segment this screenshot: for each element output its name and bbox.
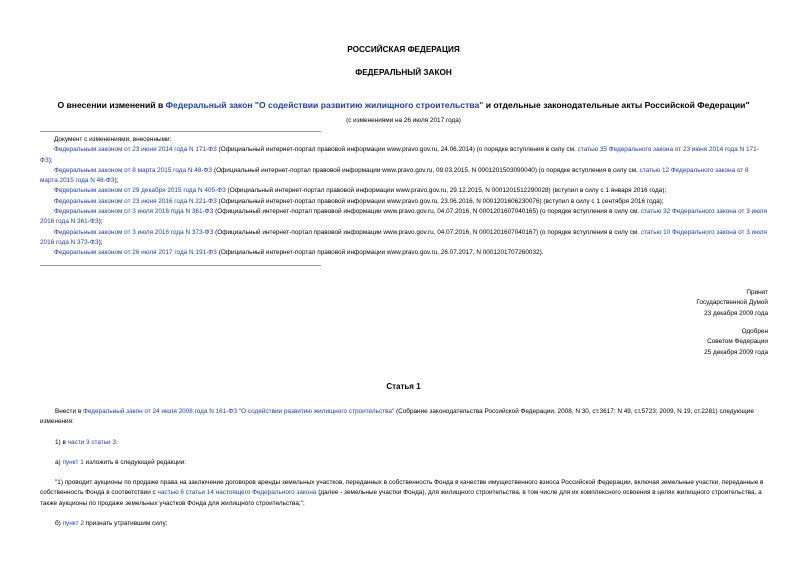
change-item [40, 207, 768, 228]
change-article-link[interactable]: статью 32 Федерального закона от 3 июля 2016 года N 361-ФЗ [40, 208, 767, 226]
top-divider [40, 131, 321, 132]
article-heading: Статья 1 [386, 382, 421, 391]
adopted-block [696, 288, 768, 319]
change-article-link[interactable]: статью 10 Федерального закона от 3 июля 2016 года N 373-ФЗ [40, 228, 767, 246]
approved-line-3: 25 декабря 2009 года [704, 348, 768, 356]
title-prefix: О внесении изменений в [57, 100, 166, 110]
p5-link[interactable]: пункт 2 [62, 520, 84, 528]
change-law-link[interactable]: Федеральным законом от 8 марта 2015 года N 48-ФЗ [54, 166, 213, 174]
change-tail: ); [98, 218, 103, 226]
change-item [40, 197, 768, 207]
change-item [40, 145, 768, 166]
article-body [40, 407, 768, 529]
p1-law-link[interactable]: Федеральный закон от 24 июля 2008 года N 161-ФЗ "О содействии развитию жилищного строительства" [82, 408, 395, 415]
change-text: (Официальный интернет-портал правовой информации www.pravo.gov.ru, 04.07.2016, N 0001201607040167) (о порядке вступления в силу см. [213, 228, 641, 236]
change-text: (Официальный интернет-портал правовой информации www.pravo.gov.ru, 04.07.2016, N 0001201607040165) (о порядке вступления в силу см. [213, 208, 641, 216]
change-item [40, 228, 768, 249]
body-paragraph-1 [40, 407, 768, 428]
p3-text-post: изложить в следующей редакции: [83, 458, 187, 466]
p4-text-post: (далее - земельные участки Фонда), для жилищного строительства, в том числе для их комплексного освоения в целях жилищного строительства, а также аукционы по продаже земельных участков Фонда для жилищного строительства;"; [40, 489, 762, 507]
body-paragraph-5 [40, 519, 768, 529]
title-law-link[interactable]: Федеральный закон "О содействии развитию жилищного строительства" [165, 100, 484, 110]
change-text: (Официальный интернет-портал правовой информации www.pravo.gov.ru, 24.06.2014) (о порядке вступления в силу см. [216, 146, 578, 154]
p2-text-post: : [115, 438, 118, 446]
p5-text-pre: б) [55, 520, 63, 528]
p4-link[interactable]: частью 6 статьи 14 настоящего Федерального закона [157, 489, 317, 497]
change-text: (Официальный интернет-портал правовой информации www.pravo.gov.ru, 09.03.2015, N 0001201503090040) (о порядке вступления в силу см. [212, 166, 640, 174]
p3-link[interactable]: пункт 1 [62, 458, 84, 466]
change-law-link[interactable]: Федеральным законом от 23 июня 2014 года N 171-ФЗ [54, 146, 217, 154]
changes-header: Документ с изменениями, внесенными: [54, 136, 172, 143]
change-item [40, 186, 768, 196]
change-law-link[interactable]: Федеральным законом от 26 июля 2017 года N 191-ФЗ [54, 249, 217, 257]
change-tail: ); [98, 238, 103, 246]
adopted-line-3: 23 декабря 2009 года [704, 309, 768, 317]
p2-link[interactable]: части 3 статьи 3 [67, 438, 116, 446]
change-article-link[interactable]: статью 35 Федерального закона от 23 июня 2014 года N 171-ФЗ [40, 146, 759, 164]
adopted-line-2: Государственной Думой [696, 299, 768, 307]
change-article-link[interactable]: статью 12 Федерального закона от 8 марта 2015 года N 48-ФЗ [40, 166, 749, 185]
change-text: (Официальный интернет-портал правовой информации www.pravo.gov.ru, 26.07.2017, N 0001201707260032). [216, 249, 544, 257]
change-text: (Официальный интернет-портал правовой информации www.pravo.gov.ru, 29.12.2015, N 0001201512290028) (вступил в силу с 1 января 2016 года); [225, 187, 667, 195]
change-law-link[interactable]: Федеральным законом от 23 июня 2016 года N 221-ФЗ [54, 197, 217, 205]
change-item [40, 248, 768, 258]
body-paragraph-3 [40, 458, 768, 468]
title-suffix: и отдельные законодательные акты Российской Федерации" [483, 100, 750, 110]
change-tail: ); [48, 156, 53, 164]
p1-text-post: (Собрание законодательства Российской Федерации, 2008, N 30, ст.3617; N 49, ст.5723; 2009, N 19, ст.2281) следующие изменения: [40, 408, 754, 426]
adopted-line-1: Принят [746, 289, 768, 296]
body-paragraph-2 [40, 438, 768, 448]
approved-block [704, 327, 768, 358]
bottom-divider [40, 265, 321, 266]
p4-text-pre: "1) проводит аукционы по продаже права на заключение договоров аренды земельных участков, переданных в собственность Фонда в качестве имущественного взноса Российской Федерации, включая земельные участки, переданные в собственность Фонда в соответствии с [40, 479, 764, 497]
p3-text-pre: а) [55, 458, 63, 466]
p1-text-pre: Внести в [55, 408, 83, 415]
revision-note: (с изменениями на 26 июля 2017 года) [346, 117, 461, 124]
change-text: (Официальный интернет-портал правовой информации www.pravo.gov.ru, 23.06.2016, N 0001201606230076) (вступил в силу с 1 сентября 2016 года); [216, 197, 664, 205]
changes-list [40, 145, 768, 258]
country-heading: РОССИЙСКАЯ ФЕДЕРАЦИЯ [347, 45, 460, 54]
approved-line-1: Одобрен [741, 328, 768, 335]
approved-line-2: Советом Федерации [707, 338, 768, 346]
change-law-link[interactable]: Федеральным законом от 3 июля 2016 года N 361-ФЗ [54, 208, 214, 216]
doc-type-heading: ФЕДЕРАЛЬНЫЙ ЗАКОН [355, 68, 452, 77]
p5-text-post: признать утратившим силу; [83, 520, 168, 528]
body-paragraph-4 [40, 478, 768, 509]
change-tail: ); [114, 177, 119, 185]
document-title [0, 100, 807, 110]
changes-block [40, 135, 768, 259]
change-law-link[interactable]: Федеральным законом от 29 декабря 2015 года N 405-ФЗ [54, 187, 226, 195]
p2-text-pre: 1) в [55, 438, 68, 446]
change-law-link[interactable]: Федеральным законом от 3 июля 2016 года N 373-ФЗ [54, 228, 214, 236]
change-item [40, 166, 768, 187]
